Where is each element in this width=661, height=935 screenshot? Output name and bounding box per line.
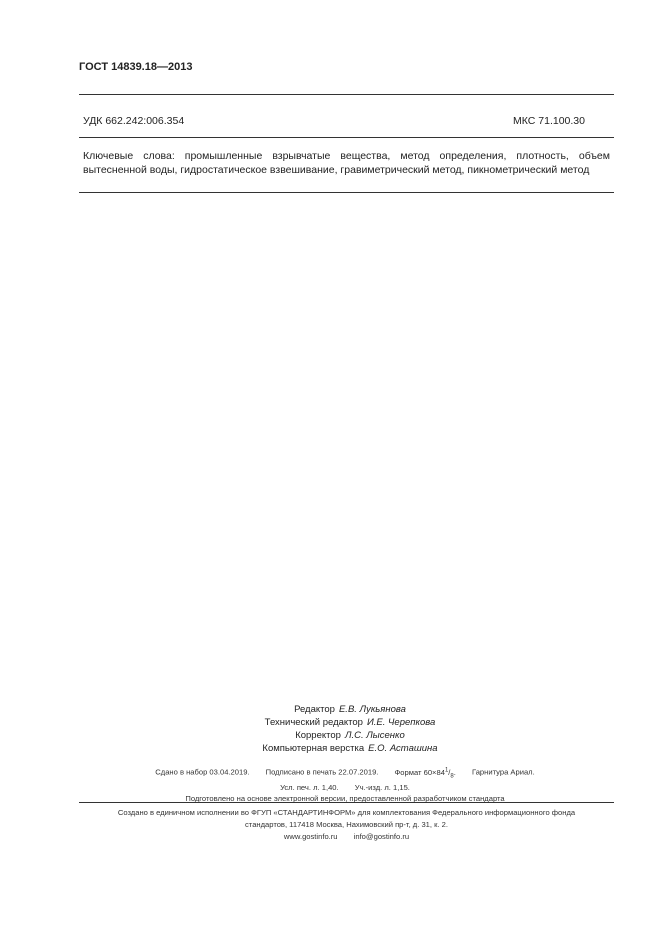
- keywords-divider: [79, 192, 614, 193]
- edition-sheets: Уч.-изд. л. 1,15.: [354, 783, 410, 793]
- credit-editor: [200, 703, 500, 716]
- credit-person: Л.С. Лысенко: [344, 730, 405, 741]
- footer-line2: стандартов, 117418 Москва, Нахимовский пр-т, д. 31, к. 2.: [245, 820, 448, 829]
- udc-code: УДК 662.242:006.354: [83, 115, 185, 127]
- standard-number: ГОСТ 14839.18—2013: [79, 61, 193, 73]
- footer-line1: Создано в единичном исполнении во ФГУП «СТАНДАРТИНФОРМ» для комплектования Федерального информационного фонда: [117, 808, 576, 817]
- print-info-line1: [100, 765, 590, 782]
- publisher-footer: [79, 807, 614, 843]
- classification-divider: [79, 137, 614, 138]
- footer-contacts: [79, 831, 614, 843]
- credit-proofreader: [200, 729, 500, 742]
- credit-role: Корректор: [295, 730, 341, 741]
- typeface: Гарнитура Ариал.: [472, 767, 535, 777]
- print-info-line2: [100, 782, 590, 793]
- prepared-note: Подготовлено на основе электронной версии, предоставленной разработчиком стандарта: [185, 794, 505, 804]
- submitted-date: Сдано в набор 03.04.2019.: [155, 767, 250, 777]
- top-divider: [79, 94, 614, 95]
- credit-person: Е.О. Асташина: [368, 743, 438, 754]
- credit-layout: [200, 742, 500, 755]
- format-numerator: 1: [444, 767, 449, 773]
- format-prefix: Формат 60×84: [394, 767, 445, 777]
- email-link[interactable]: info@gostinfo.ru: [353, 832, 410, 841]
- keywords-paragraph: Ключевые слова: промышленные взрывчатые вещества, метод определения, плотность, объем вытесненной воды, гидростатическое взвешивание, гравиметрический метод, пикнометрический метод: [83, 150, 610, 176]
- credit-person: Е.В. Лукьянова: [338, 704, 406, 715]
- signed-date: Подписано в печать 22.07.2019.: [265, 767, 379, 777]
- format-denominator: 8: [450, 773, 454, 780]
- footer-divider: [79, 802, 614, 803]
- paper-format: Формат $60\times 84^1/_8$.: [394, 767, 456, 780]
- credit-role: Компьютерная верстка: [262, 743, 365, 754]
- credit-tech-editor: [200, 716, 500, 729]
- credit-role: Технический редактор: [264, 717, 363, 728]
- format-suffix: .: [453, 767, 456, 777]
- print-info-block: [100, 765, 590, 804]
- print-sheets: Усл. печ. л. 1,40.: [280, 783, 339, 793]
- credits-block: [200, 703, 500, 755]
- mks-code: МКС 71.100.30: [513, 115, 585, 127]
- credit-person: И.Е. Черепкова: [366, 717, 436, 728]
- credit-role: Редактор: [294, 704, 335, 715]
- website-link[interactable]: www.gostinfo.ru: [283, 832, 338, 841]
